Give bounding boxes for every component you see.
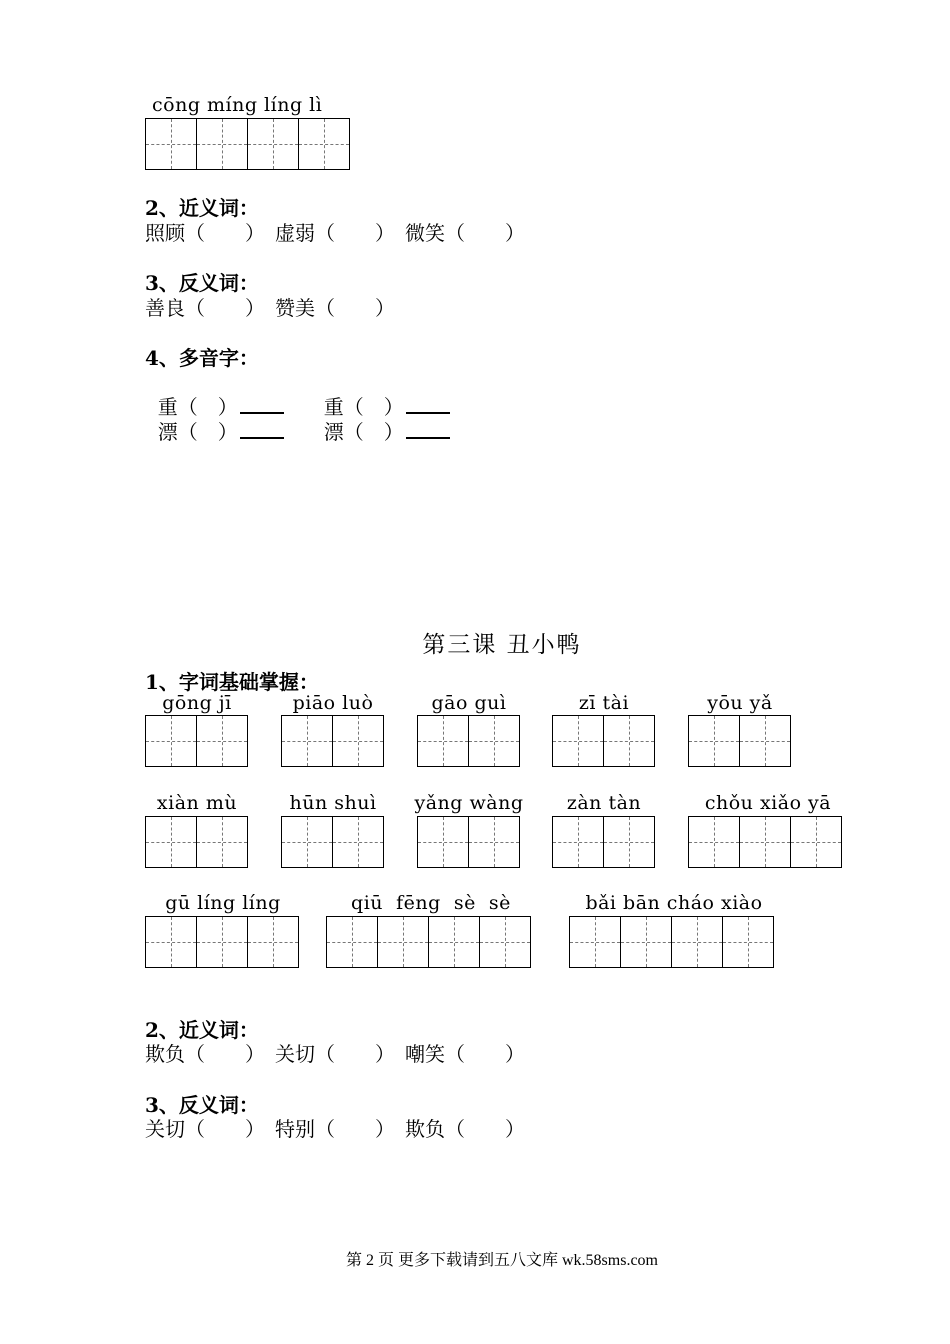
page-footer: 第 2 页 更多下载请到五八文库 wk.58sms.com (345, 1252, 658, 1269)
grid-cell[interactable] (790, 816, 842, 868)
grid-cell[interactable] (196, 118, 248, 170)
grid-cell[interactable] (145, 816, 197, 868)
antonyms-heading: 3、反义词： (145, 271, 259, 295)
grid-cell[interactable] (671, 916, 723, 968)
writing-grid[interactable] (552, 715, 655, 767)
polyphone-item: 重（ ） (323, 395, 404, 419)
grid-cell[interactable] (468, 715, 520, 767)
grid-cell[interactable] (428, 916, 480, 968)
pinyin-label: yōu yǎ (707, 692, 773, 714)
grid-cell[interactable] (332, 816, 384, 868)
writing-grid[interactable] (145, 715, 248, 767)
grid-cell[interactable] (739, 816, 791, 868)
pinyin-label: hūn shuì (289, 792, 377, 814)
synonyms-line: 欺负（ ） 关切（ ） 嘲笑（ ） (145, 1042, 525, 1066)
antonyms-line: 关切（ ） 特别（ ） 欺负（ ） (145, 1117, 525, 1141)
grid-cell[interactable] (417, 816, 469, 868)
polyphone-row (145, 392, 450, 445)
grid-cell[interactable] (552, 715, 604, 767)
grid-cell[interactable] (281, 816, 333, 868)
grid-cell[interactable] (326, 916, 378, 968)
grid-cell[interactable] (417, 715, 469, 767)
grid-cell[interactable] (247, 118, 299, 170)
grid-cell[interactable] (298, 118, 350, 170)
lesson-title: 第三课 丑小鸭 (422, 632, 582, 658)
grid-cell[interactable] (552, 816, 604, 868)
grid-cell[interactable] (569, 916, 621, 968)
grid-cell[interactable] (603, 715, 655, 767)
grid-cell[interactable] (247, 916, 299, 968)
writing-grid[interactable] (552, 816, 655, 868)
grid-cell[interactable] (722, 916, 774, 968)
grid-cell[interactable] (377, 916, 429, 968)
pinyin-label: bǎi bān cháo xiào (585, 892, 763, 914)
answer-blank[interactable] (406, 421, 450, 439)
writing-grid[interactable] (145, 816, 248, 868)
synonyms-heading: 2、近义词： (145, 1018, 259, 1042)
pinyin-label: gōng jī (162, 692, 232, 714)
grid-cell[interactable] (281, 715, 333, 767)
pinyin-label: xiàn mù (156, 792, 238, 814)
grid-cell[interactable] (196, 916, 248, 968)
writing-grid[interactable] (326, 916, 531, 968)
grid-cell[interactable] (688, 816, 740, 868)
writing-grid[interactable] (145, 118, 350, 170)
polyphone-item: 漂（ ） (157, 420, 238, 444)
synonyms-line: 照顾（ ） 虚弱（ ） 微笑（ ） (145, 221, 525, 245)
pinyin-label: qiū fēng sè sè (351, 892, 511, 914)
antonyms-line: 善良（ ） 赞美（ ） (145, 296, 395, 320)
grid-cell[interactable] (145, 118, 197, 170)
grid-cell[interactable] (603, 816, 655, 868)
pinyin-label: yǎng wàng (414, 792, 524, 814)
grid-cell[interactable] (196, 816, 248, 868)
pinyin-label: gāo guì (431, 692, 507, 714)
pinyin-label: piāo luò (292, 692, 374, 714)
grid-cell[interactable] (479, 916, 531, 968)
grid-cell[interactable] (688, 715, 740, 767)
pinyin-label: zàn tàn (566, 792, 642, 814)
grid-cell[interactable] (145, 916, 197, 968)
vocab-heading: 1、字词基础掌握： (145, 670, 319, 694)
pinyin-label: zī tài (578, 692, 630, 714)
grid-cell[interactable] (332, 715, 384, 767)
writing-grid[interactable] (688, 816, 842, 868)
grid-cell[interactable] (196, 715, 248, 767)
grid-cell[interactable] (468, 816, 520, 868)
polyphone-item: 重（ ） (157, 395, 238, 419)
pinyin-label: cōng míng líng lì (152, 94, 323, 116)
polyphone-item: 漂（ ） (323, 420, 404, 444)
polyphone-heading: 4、多音字： (145, 346, 259, 370)
writing-grid[interactable] (569, 916, 774, 968)
grid-cell[interactable] (145, 715, 197, 767)
grid-cell[interactable] (739, 715, 791, 767)
grid-cell[interactable] (620, 916, 672, 968)
pinyin-label: gū líng líng (165, 892, 281, 914)
writing-grid[interactable] (417, 715, 520, 767)
writing-grid[interactable] (688, 715, 791, 767)
synonyms-heading: 2、近义词： (145, 196, 259, 220)
writing-grid[interactable] (281, 715, 384, 767)
writing-grid[interactable] (281, 816, 384, 868)
pinyin-label: chǒu xiǎo yā (704, 792, 832, 814)
answer-blank[interactable] (240, 421, 284, 439)
antonyms-heading: 3、反义词： (145, 1093, 259, 1117)
writing-grid[interactable] (145, 916, 299, 968)
writing-grid[interactable] (417, 816, 520, 868)
